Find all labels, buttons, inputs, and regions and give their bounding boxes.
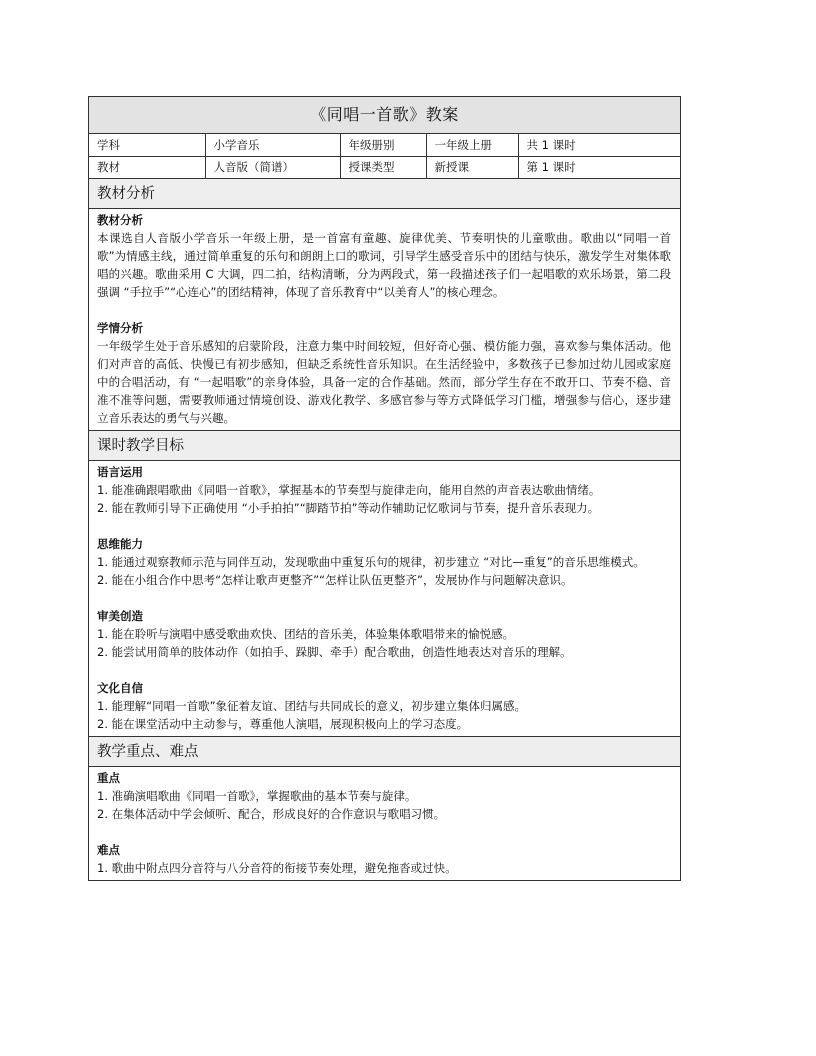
paragraph: 本课选自人音版小学音乐一年级上册，是一首富有童趣、旋律优美、节奏明快的儿童歌曲。歌曲以“同唱一首歌”为情感主线，通过简单重复的乐句和朗朗上口的歌词，引导学生感受音乐中的团结与快乐，激发学生对集体歌唱的兴趣。歌曲采用 C 大调，四二拍，结构清晰，分为两段式，第一段描述孩子们一起唱歌的欢乐场景，第二段强调 “手拉手”“心连心”的团结精神，体现了音乐教育中“以美育人”的核心理念。 (97, 230, 671, 299)
paragraph: 2. 能在课堂活动中主动参与，尊重他人演唱，展现积极向上的学习态度。 (97, 716, 469, 731)
paragraph: 1. 能理解“同唱一首歌”象征着友谊、团结与共同成长的意义，初步建立集体归属感。 (97, 698, 527, 713)
subsection-title: 文化自信 (97, 680, 143, 695)
section-body (89, 767, 680, 880)
info-row (89, 134, 680, 156)
paragraph: 1. 能在聆听与演唱中感受歌曲欢快、团结的音乐美，体验集体歌唱带来的愉悦感。 (97, 626, 515, 641)
paragraph: 1. 能准确跟唱歌曲《同唱一首歌》，掌握基本的节奏型与旋律走向，能用自然的声音表达歌曲情绪。 (97, 482, 601, 497)
document-title: 《同唱一首歌》教案 (89, 97, 680, 134)
section-heading: 课时教学目标 (89, 431, 680, 461)
paragraph: 2. 能在小组合作中思考“怎样让歌声更整齐”“怎样让队伍更整齐”，发展协作与问题解决意识。 (97, 572, 573, 587)
section-textbook-analysis (89, 179, 680, 431)
subsection-title: 教材分析 (97, 212, 143, 227)
subsection-title: 重点 (97, 770, 120, 785)
paragraph: 1. 准确演唱歌曲《同唱一首歌》，掌握歌曲的基本节奏与旋律。 (97, 788, 417, 803)
paragraph: 一年级学生处于音乐感知的启蒙阶段，注意力集中时间较短，但好奇心强、模仿能力强，喜欢参与集体活动。他们对声音的高低、快慢已有初步感知，但缺乏系统性音乐知识。在生活经验中，多数孩子已参加过幼儿园或家庭中的合唱活动，有 “一起唱歌”的亲身体验，具备一定的合作基础。然而，部分学生存在不敢开口、节奏不稳、音准不准等问题，需要教师通过情境创设、游戏化教学、多感官参与等方式降低学习门槛，增强参与信心，逐步建立音乐表达的勇气与兴趣。 (97, 338, 671, 425)
section-lesson-objectives (89, 431, 680, 737)
subsection (97, 769, 671, 823)
info-cell-textbook-label: 教材 (89, 156, 205, 178)
info-cell-textbook-value: 人音版（简谱） (205, 156, 340, 178)
subsection (97, 535, 671, 589)
section-heading: 教学重点、难点 (89, 737, 680, 767)
subsection-title: 思维能力 (97, 536, 143, 551)
lesson-plan-document (88, 96, 681, 881)
paragraph: 2. 在集体活动中学会倾听、配合，形成良好的合作意识与歌唱习惯。 (97, 806, 446, 821)
paragraph: 2. 能在教师引导下正确使用 “小手拍拍”“脚踏节拍”等动作辅助记忆歌词与节奏，提升音乐表现力。 (97, 500, 600, 515)
info-cell-grade-value: 一年级上册 (426, 134, 518, 156)
subsection-title: 审美创造 (97, 608, 143, 623)
paragraph: 2. 能尝试用简单的肢体动作（如拍手、跺脚、牵手）配合歌曲，创造性地表达对音乐的理解。 (97, 644, 572, 659)
subsection (97, 211, 671, 301)
section-body (89, 209, 680, 430)
info-cell-lesson-type-label: 授课类型 (340, 156, 426, 178)
section-heading: 教材分析 (89, 179, 680, 209)
info-cell-grade-label: 年级册别 (340, 134, 426, 156)
info-cell-total-periods: 共 1 课时 (518, 134, 680, 156)
sections-container (89, 179, 680, 880)
subsection (97, 607, 671, 661)
course-info-table (89, 134, 680, 179)
subsection (97, 463, 671, 517)
subsection (97, 841, 671, 877)
info-cell-subject-value: 小学音乐 (205, 134, 340, 156)
paragraph: 1. 歌曲中附点四分音符与八分音符的衔接节奏处理，避免拖沓或过快。 (97, 860, 457, 875)
info-row (89, 156, 680, 178)
subsection (97, 319, 671, 427)
subsection-title: 语言运用 (97, 464, 143, 479)
subsection-title: 难点 (97, 842, 120, 857)
info-cell-subject-label: 学科 (89, 134, 205, 156)
subsection-title: 学情分析 (97, 320, 143, 335)
info-cell-current-period: 第 1 课时 (518, 156, 680, 178)
subsection (97, 679, 671, 733)
section-key-difficult-points (89, 737, 680, 880)
info-cell-lesson-type-value: 新授课 (426, 156, 518, 178)
paragraph: 1. 能通过观察教师示范与同伴互动，发现歌曲中重复乐句的规律，初步建立 “对比—重复”的音乐思维模式。 (97, 554, 645, 569)
section-body (89, 461, 680, 736)
